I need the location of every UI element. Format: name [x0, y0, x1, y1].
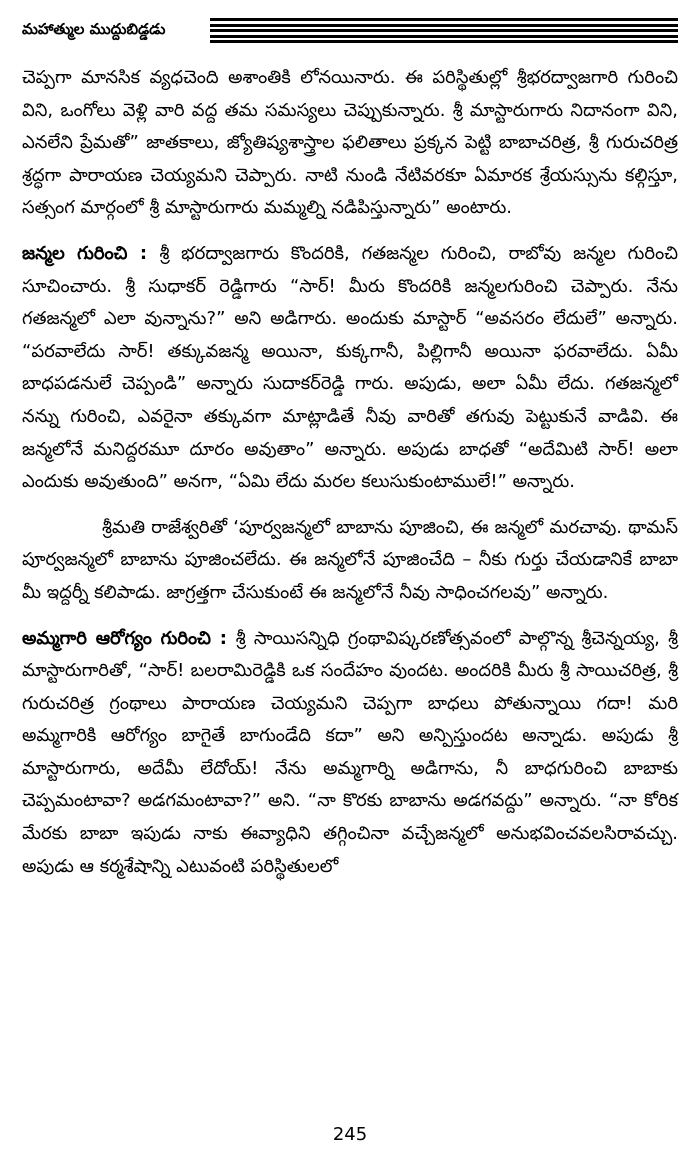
page-number: 245 — [332, 1124, 368, 1145]
paragraph-1 — [22, 62, 678, 225]
paragraph-2 — [22, 238, 678, 499]
paragraph-text: శ్రీ భరద్వాజగారు కొందరికి, గతజన్మల గురించి, రాబోవు జన్మల గురించి సూచించారు. శ్రీ సుధాకర్ రెడ్డిగారు “సార్! మీరు కొందరికి జన్మలగురించి చెప్పారు. నేను గతజన్మలో ఎలా వున్నాను?” అని అడిగారు. అందుకు మాస్టార్ “అవసరం లేదులే” అన్నారు. “పరవాలేదు సార్! తక్కువజన్మ అయినా, కుక్కగానీ, పిల్లిగానీ అయినా ఫరవాలేదు. ఏమీ బాధపడనులే చెప్పండి” అన్నారు సుదాకర్‌రెడ్డి గారు. అపుడు, అలా ఏమీ లేదు. గతజన్మలో నన్ను గురించి, ఎవరైనా తక్కువగా మాట్లాడితే నీవు వారితో తగువు పెట్టుకునే వాడివి. ఈ జన్మలోనే మనిద్దరమూ దూరం అవుతాం” అన్నారు. అపుడు బాధతో “అదేమిటి సార్! అలా ఎందుకు అవుతుంది” అనగా, “ఏమి లేదు మరల కలుసుకుంటాములే!” అన్నారు. — [22, 242, 678, 493]
paragraph-text: శ్రీమతి రాజేశ్వరితో ‘పూర్వజన్మలో బాబాను పూజించి, ఈ జన్మలో మరచావు. థామస్ పూర్వజన్మలో బాబాను పూజించలేదు. ఈ జన్మలోనే పూజించేది – నీకు గుర్తు చేయడానికే బాబా మీ ఇద్దర్నీ కలిపాడు. జాగ్రత్తగా చేసుకుంటే ఈ జన్మలోనే నీవు సాధించగలవు” అన్నారు. — [22, 516, 678, 603]
paragraph-4 — [22, 623, 678, 884]
section-heading-ammagari-arogyam: అమ్మగారి ఆరోగ్యం గురించి : — [22, 627, 236, 649]
running-header — [22, 12, 678, 50]
paragraph-text: శ్రీ సాయిసన్నిధి గ్రంథావిష్కరణోత్సవంలో పాల్గొన్న శ్రీచెన్నయ్య, శ్రీ మాస్టారుగారితో, “సార్! బలరామిరెడ్డికి ఒక సందేహం వుందట. అందరికి మీరు శ్రీ సాయిచరిత్ర, శ్రీ గురుచరిత్ర గ్రంథాలు పారాయణ చెయ్యమని చెప్పగా బాధలు పోతున్నాయి గదా! మరి అమ్మగారికి ఆరోగ్యం బాగైతే బాగుండేది కదా” అని అన్పిస్తుందట అన్నాడు. అపుడు శ్రీ మాస్టారుగారు, అదేమీ లేదోయ్! నేను అమ్మగార్ని అడిగాను, నీ బాధగురించి బాబాకు చెప్పమంటావా? అడగమంటావా?” అని. “నా కొరకు బాబాను అడగవద్దు” అన్నారు. “నా కోరిక మేరకు బాబా ఇపుడు నాకు ఈవ్యాధిని తగ్గించినా వచ్చేజన్మలో అనుభవించవలసిరావచ్చు. అపుడు ఆ కర్మశేషాన్ని ఎటువంటి పరిస్థితులలో — [22, 627, 678, 877]
paragraph-text: చెప్పగా మానసిక వ్యధచెంది అశాంతికి లోనయినారు. ఈ పరిస్థితుల్లో శ్రీభరద్వాజగారి గురించి విని, ఒంగోలు వెళ్లి వారి వద్ద తమ సమస్యలు చెప్పుకున్నారు. శ్రీ మాస్టారుగారు నిదానంగా విని, ఎనలేని ప్రేమతో” జాతకాలు, జ్యోతిష్యశాస్త్రాల ఫలితాలు ప్రక్కన పెట్టి బాబాచరిత్ర, శ్రీ గురుచరిత్ర శ్రద్ధగా పారాయణ చెయ్యమని చెప్పారు. నాటి నుండి నేటివరకూ ఏమారక శ్రేయస్సును కల్గిస్తూ, సత్సంగ మార్గంలో శ్రీ మాస్టారుగారు మమ్మల్ని నడిపిస్తున్నారు” అంటారు. — [22, 67, 678, 219]
section-heading-janmala: జన్మల గురించి : — [22, 242, 160, 264]
body-text — [22, 62, 678, 896]
header-title: మహాత్ముల ముద్దుబిడ్డడు — [22, 20, 166, 38]
paragraph-3 — [22, 512, 678, 610]
header-decorative-rules — [210, 18, 678, 48]
